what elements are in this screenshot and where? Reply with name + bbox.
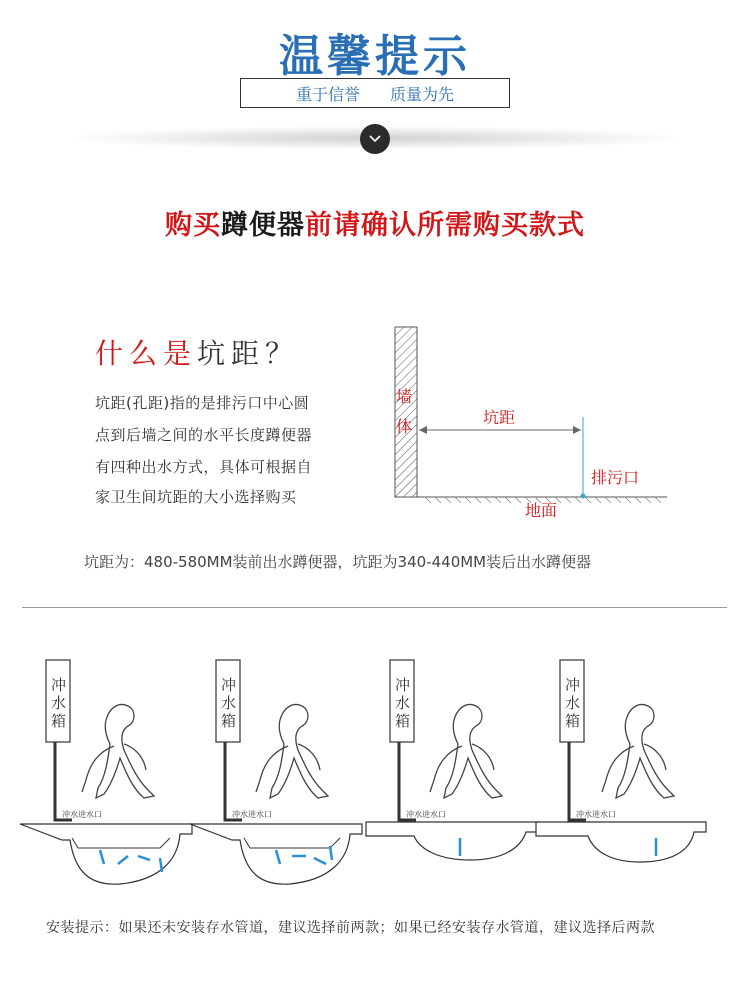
tank-char: 箱 [51,712,67,730]
distance-label: 坑距 [483,408,516,427]
tank-char: 冲 [565,676,581,694]
inlet-label: 冲水进水口 [232,810,272,819]
inlet-label: 冲水进水口 [62,810,102,819]
question-title [95,332,299,372]
question-title-red: 什么是 [95,337,198,370]
drain-label: 排污口 [591,468,640,487]
wall-label-2: 体 [396,417,413,436]
arrow-left-icon [419,426,427,434]
tank-char: 箱 [395,712,411,730]
installation-figures [0,650,750,900]
pit-distance-note: 坑距为：480-580MM装前出水蹲便器，坑距为340-440MM装后出水蹲便器 [84,553,592,571]
figure-rear-outlet-1 [366,660,538,860]
tank-char: 冲 [51,676,67,694]
slogan-right: 质量为先 [390,84,455,104]
tank-char: 水 [565,694,581,712]
tank-char: 箱 [565,712,581,730]
explanation-line: 点到后墙之间的水平长度蹲便器 [95,426,313,444]
page-title: 温馨提示 [279,31,471,82]
tank-char: 水 [221,694,237,712]
tank-char: 冲 [395,676,411,694]
headline-part3: 前请确认所需购买款式 [305,210,585,241]
install-tip: 安装提示：如果还未安装存水管道，建议选择前两款；如果已经安装存水管道，建议选择后两款 [46,920,655,936]
tank-char: 冲 [221,676,237,694]
slogan-box [240,78,510,108]
figure-front-outlet-2 [190,660,362,884]
figure-front-outlet-1 [20,660,192,884]
explanation-line: 坑距(孔距)指的是排污口中心圆 [95,394,310,412]
floor-label: 地面 [525,501,558,520]
tank-char: 水 [395,694,411,712]
figure-rear-outlet-2 [536,660,706,862]
tank-char: 水 [51,694,67,712]
inlet-label: 冲水进水口 [406,810,446,819]
explanation-line: 有四种出水方式，具体可根据自 [95,458,313,476]
scroll-down-button[interactable] [360,124,390,154]
headline-part2: 蹲便器 [221,210,305,241]
pit-distance-diagram [385,320,675,525]
chevron-down-icon [368,134,382,144]
section-divider [22,607,727,608]
wall-hatch [395,327,417,497]
explanation-line: 家卫生间坑距的大小选择购买 [95,488,297,506]
tank-char: 箱 [221,712,237,730]
headline [0,203,750,242]
wall-label-1: 墙 [396,387,413,406]
question-title-dark: 坑距？ [197,337,300,370]
headline-part1: 购买 [165,210,221,241]
drain-point [581,494,586,499]
arrow-right-icon [573,426,581,434]
slogan-left: 重于信誉 [295,84,360,104]
inlet-label: 冲水进水口 [576,810,616,819]
